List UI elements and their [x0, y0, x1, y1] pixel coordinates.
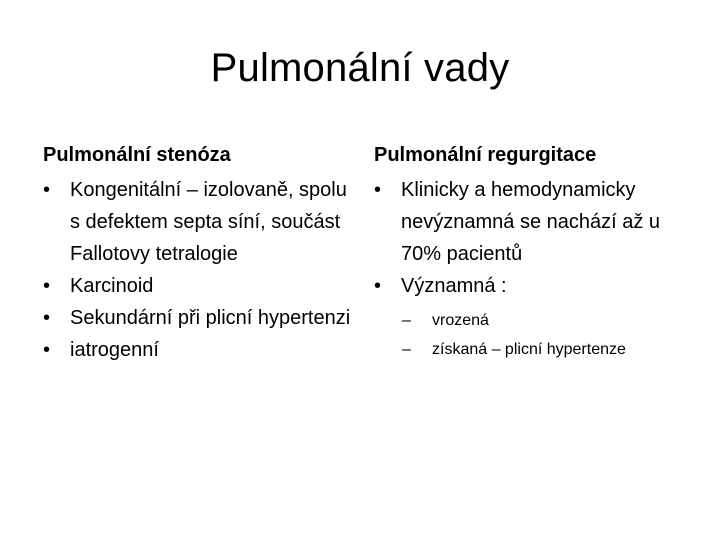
bullet-marker: • [43, 275, 51, 297]
bullet-marker: • [43, 179, 51, 201]
list-item [43, 302, 353, 334]
dash-marker: – [402, 341, 411, 358]
bullet-marker: • [374, 275, 382, 297]
right-sub-bullet-list [374, 306, 626, 364]
left-bullet-list [43, 174, 353, 366]
bullet-marker: • [43, 307, 51, 329]
bullet-text: Karcinoid [70, 275, 154, 297]
bullet-marker: • [43, 339, 51, 361]
sub-list-item [402, 335, 626, 364]
right-bullet-list [374, 174, 684, 302]
list-item [374, 270, 684, 302]
bullet-marker: • [374, 179, 382, 201]
bullet-text: Významná : [401, 275, 507, 297]
bullet-text: Kongenitální – izolovaně, spolu s defektem septa síní, součást Fallotovy tetralogie [70, 179, 347, 265]
sub-list-item [402, 306, 626, 335]
dash-marker: – [402, 312, 411, 329]
sub-bullet-text: získaná – plicní hypertenze [432, 341, 626, 358]
right-column-heading: Pulmonální regurgitace [374, 144, 597, 166]
list-item [374, 174, 684, 270]
bullet-text: iatrogenní [70, 339, 159, 361]
bullet-text: Klinicky a hemodynamicky nevýznamná se nachází až u 70% pacientů [401, 179, 661, 265]
slide-title: Pulmonální vady [210, 46, 510, 90]
left-column-heading: Pulmonální stenóza [43, 144, 231, 166]
sub-bullet-text: vrozená [432, 312, 489, 329]
bullet-text: Sekundární při plicní hypertenzi [70, 307, 351, 329]
list-item [43, 334, 353, 366]
list-item [43, 174, 353, 270]
list-item [43, 270, 353, 302]
